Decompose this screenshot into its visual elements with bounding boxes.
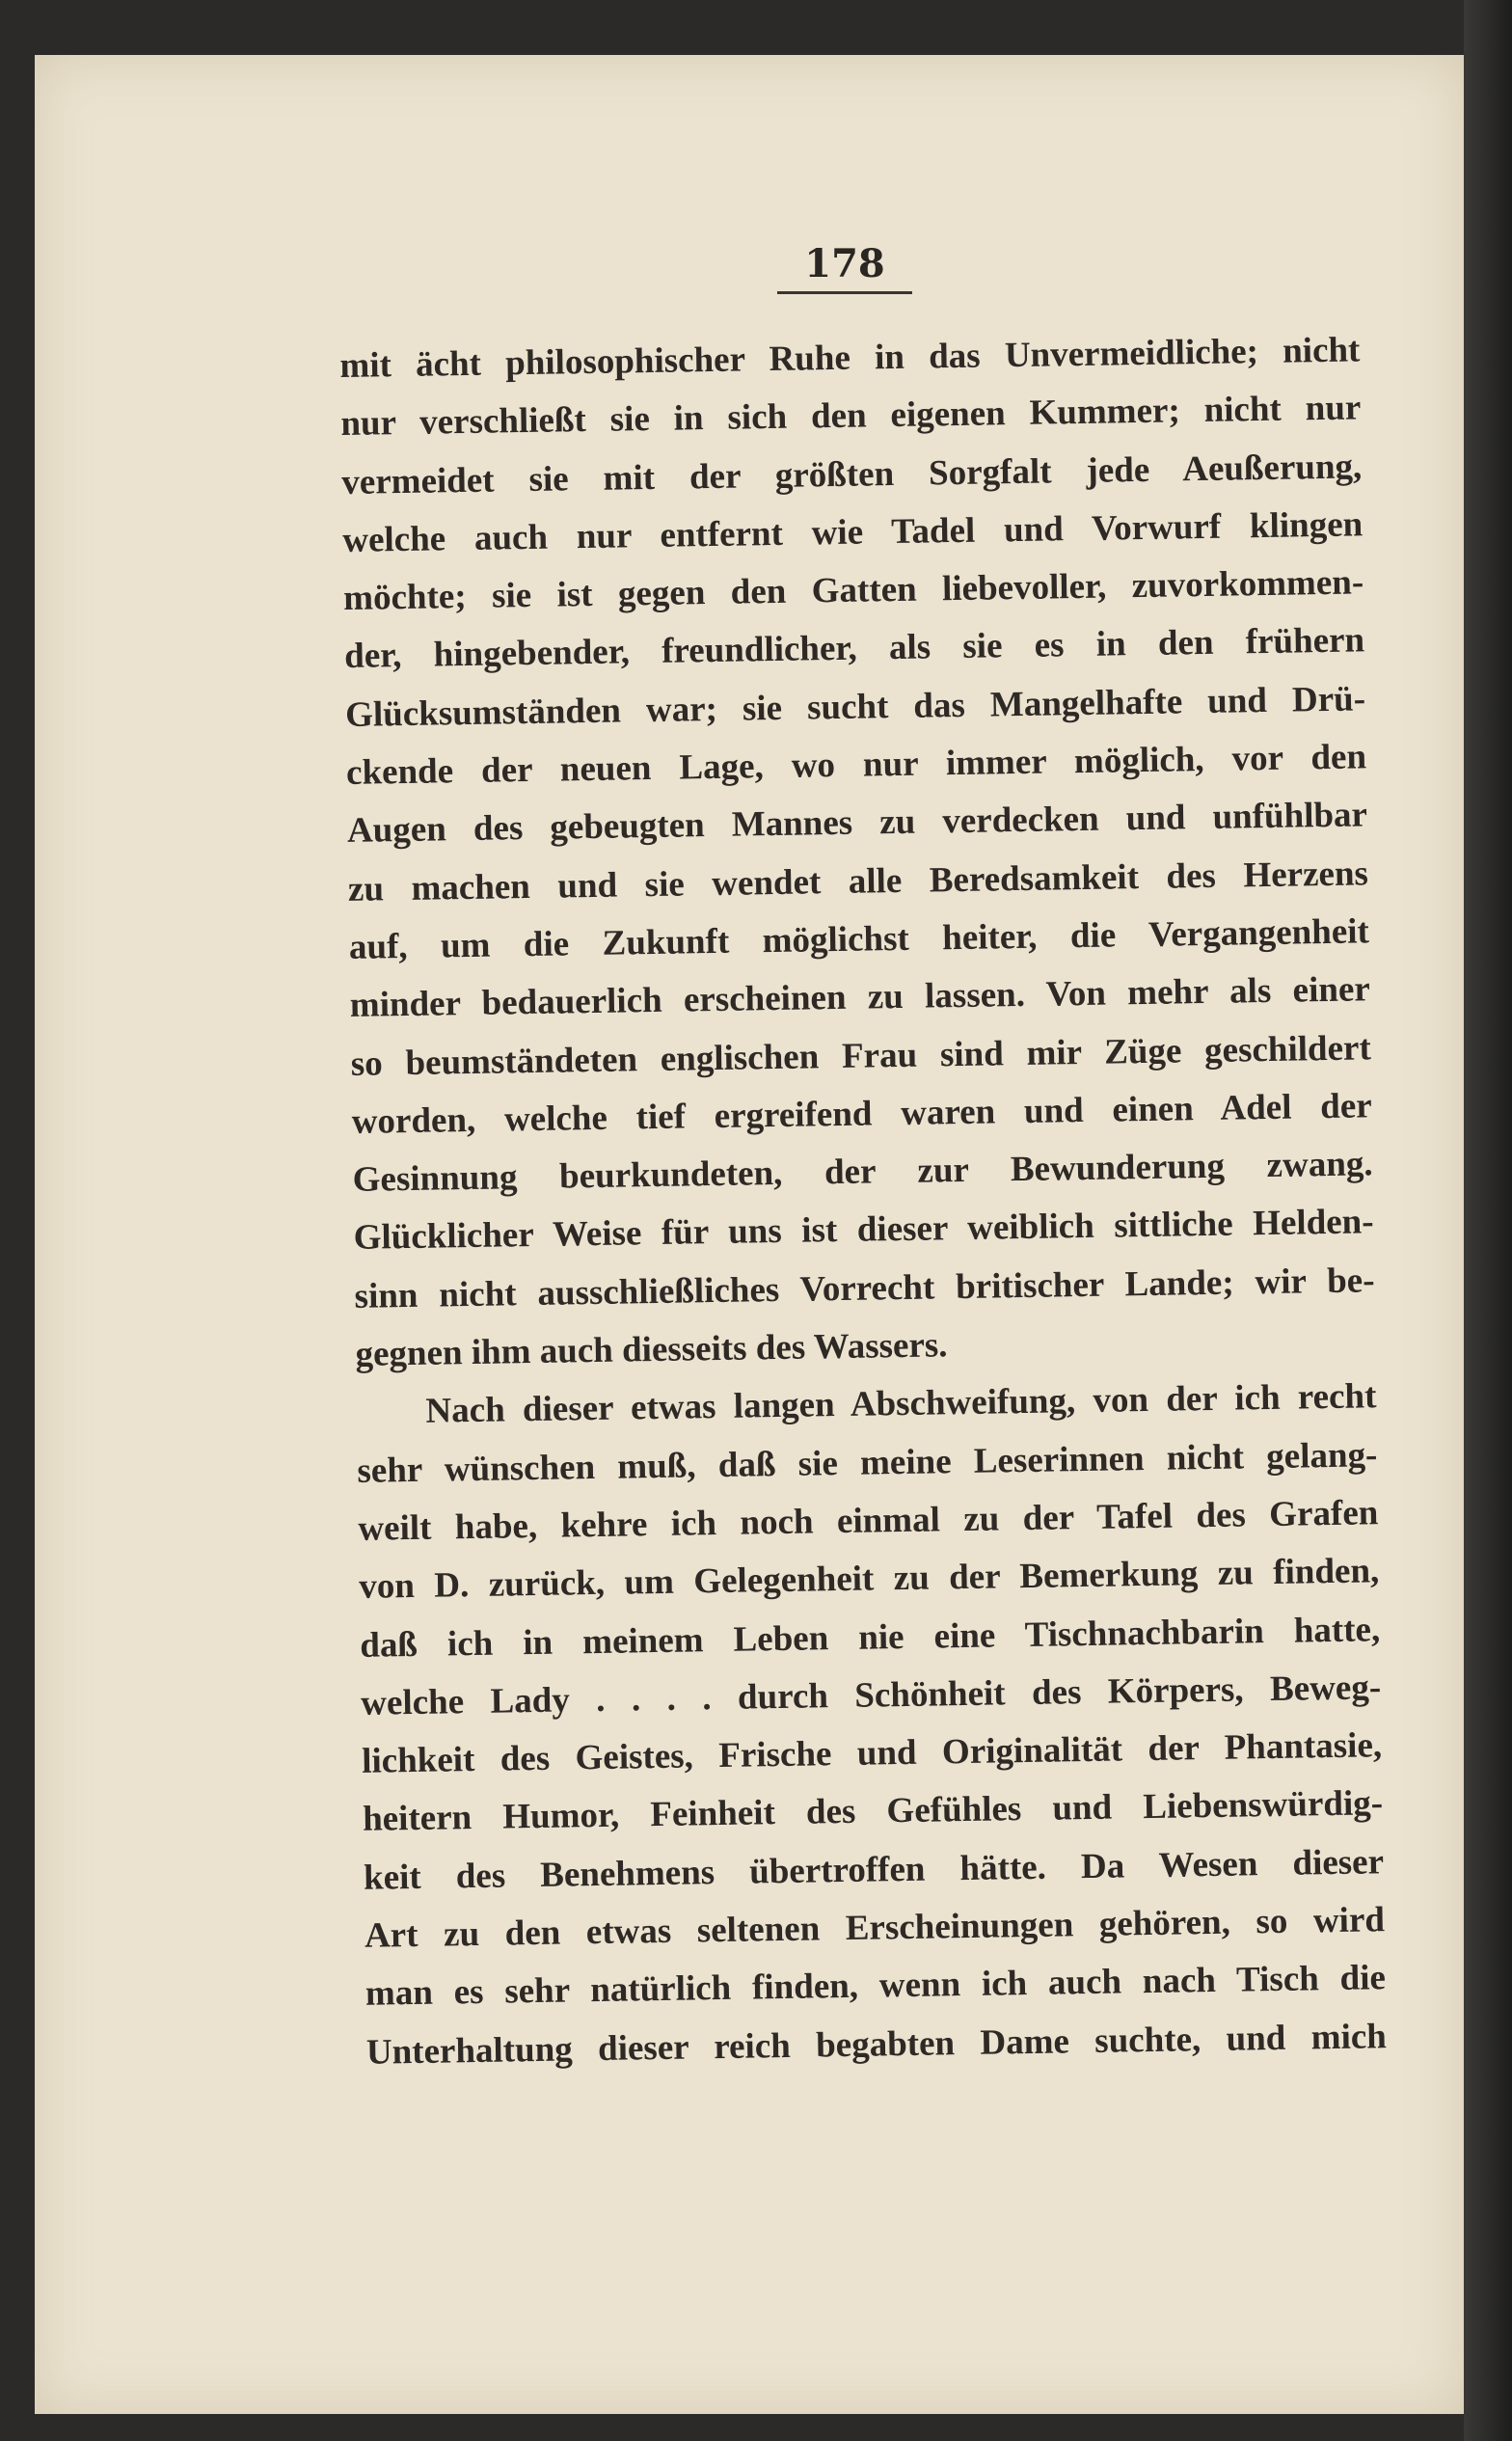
text-line: Glücksumständen war; sie sucht das Mangelhafte und Drü- (344, 679, 1366, 735)
text-line: gegnen ihm auch diesseits des Wassers. (355, 1325, 948, 1374)
text-line: sinn nicht ausschließliches Vorrecht britischer Lande; wir be- (354, 1261, 1375, 1316)
text-line: man es sehr natürlich finden, wenn ich auch nach Tisch die (364, 1958, 1387, 2015)
book-spine-edge (1464, 0, 1512, 2441)
text-line: Glücklicher Weise für uns ist dieser weiblich sittliche Helden- (353, 1202, 1374, 1259)
text-line: Nach dieser etwas langen Abschweifung, von der ich recht (425, 1376, 1377, 1432)
text-line: Gesinnung beurkundeten, der zur Bewunderung zwang. (352, 1144, 1373, 1201)
text-line: sehr wünschen muß, daß sie meine Leserinnen nicht gelang- (357, 1434, 1378, 1491)
text-line: lichkeit des Geistes, Frische und Originalität der Phantasie, (361, 1725, 1383, 1781)
text-line: heitern Humor, Feinheit des Gefühles und Liebenswürdig- (362, 1783, 1384, 1840)
text-line: möchte; sie ist gegen den Gatten liebevoller, zuvorkommen- (342, 562, 1364, 619)
text-line: welche auch nur entfernt wie Tadel und Vorwurf klingen (341, 504, 1364, 560)
text-line: so beumständeten englischen Frau sind mir Züge geschildert (350, 1027, 1372, 1084)
text-line: worden, welche tief ergreifend waren und einen Adel der (351, 1086, 1372, 1142)
text-line: Augen des gebeugten Mannes zu verdecken und unfühlbar (346, 795, 1368, 852)
text-line: mit ächt philosophischer Ruhe in das Unvermeidliche; nicht (339, 330, 1361, 386)
text-line: zu machen und sie wendet alle Beredsamkeit des Herzens (347, 853, 1369, 909)
text-line: der, hingebender, freundlicher, als sie es in den frühern (343, 620, 1365, 677)
text-line: minder bedauerlich erscheinen zu lassen. Von mehr als einer (349, 969, 1371, 1026)
page-number-rule (777, 291, 912, 294)
text-line: keit des Benehmens übertroffen hätte. Da Wesen dieser (363, 1841, 1385, 1898)
text-line: nur verschließt sie in sich den eigenen Kummer; nicht nur (340, 388, 1362, 445)
text-line: daß ich in meinem Leben nie eine Tischnachbarin hatte, (359, 1609, 1381, 1666)
page-body-text (339, 321, 1387, 2081)
text-line: Unterhaltung dieser reich begabten Dame suchte, und mich (365, 2016, 1388, 2073)
text-line: Art zu den etwas seltenen Erscheinungen gehören, so wird (364, 1900, 1386, 1956)
text-line: vermeidet sie mit der größten Sorgfalt jede Aeußerung, (341, 446, 1363, 502)
text-line: welche Lady . . . . durch Schönheit des Körpers, Beweg- (360, 1668, 1382, 1723)
text-line: von D. zurück, um Gelegenheit zu der Bemerkung zu finden, (359, 1551, 1380, 1608)
text-line: ckende der neuen Lage, wo nur immer möglich, vor den (345, 737, 1367, 794)
text-line: auf, um die Zukunft möglichst heiter, die Vergangenheit (348, 911, 1370, 967)
page-number: 178 (804, 241, 885, 286)
text-line: weilt habe, kehre ich noch einmal zu der Tafel des Grafen (358, 1493, 1379, 1549)
